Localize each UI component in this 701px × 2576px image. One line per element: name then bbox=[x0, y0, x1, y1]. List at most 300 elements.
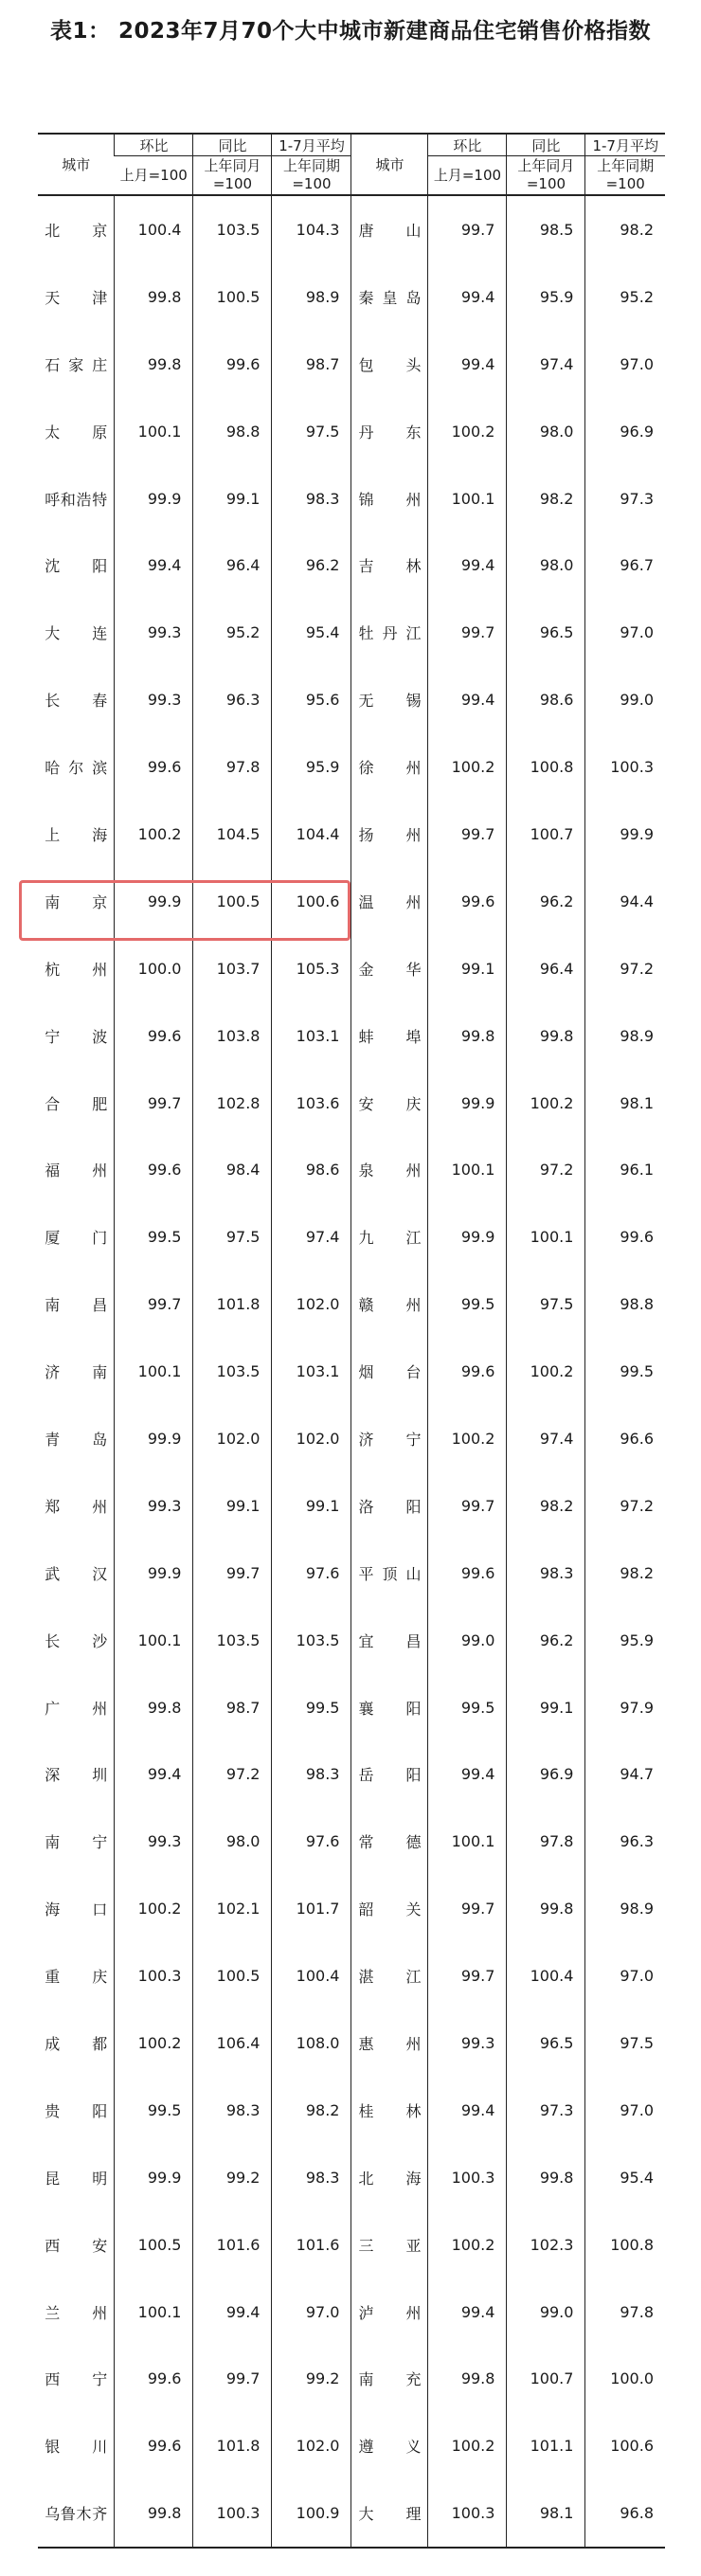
avg-value-left: 108.0 bbox=[272, 2009, 351, 2077]
city-cell-left bbox=[38, 2077, 115, 2144]
mom-value-right: 99.7 bbox=[428, 801, 507, 868]
city-cell-left bbox=[38, 1070, 115, 1137]
avg-value-right: 97.5 bbox=[585, 2009, 665, 2077]
city-cell-left bbox=[38, 331, 115, 398]
city-name: 合肥 bbox=[45, 1094, 108, 1113]
mom-value-left: 99.9 bbox=[115, 868, 193, 935]
mom-value-right: 100.2 bbox=[428, 398, 507, 465]
mom-value-right: 99.4 bbox=[428, 263, 507, 331]
avg-value-right: 98.9 bbox=[585, 1875, 665, 1942]
city-name: 常德 bbox=[358, 1833, 422, 1852]
city-cell-left bbox=[38, 195, 115, 263]
city-name: 厦门 bbox=[45, 1229, 108, 1248]
avg-value-right: 100.3 bbox=[585, 733, 665, 801]
header-yoy-base-right: 上年同月=100 bbox=[507, 156, 585, 196]
city-name: 湛江 bbox=[358, 1968, 422, 1987]
avg-value-left: 103.6 bbox=[272, 1070, 351, 1137]
city-name: 哈尔滨 bbox=[45, 759, 108, 778]
mom-value-right: 99.7 bbox=[428, 1942, 507, 2009]
city-name: 唐山 bbox=[358, 221, 422, 240]
city-name: 长沙 bbox=[45, 1631, 108, 1650]
city-name: 襄阳 bbox=[358, 1699, 422, 1718]
yoy-value-right: 97.3 bbox=[507, 2077, 585, 2144]
yoy-value-left: 101.6 bbox=[193, 2211, 272, 2279]
avg-value-left: 101.6 bbox=[272, 2211, 351, 2279]
city-name: 南宁 bbox=[45, 1833, 108, 1852]
city-name: 北海 bbox=[358, 2169, 422, 2188]
avg-value-left: 97.0 bbox=[272, 2279, 351, 2346]
city-name: 温州 bbox=[358, 892, 422, 911]
yoy-value-right: 96.2 bbox=[507, 1607, 585, 1674]
yoy-value-left: 97.8 bbox=[193, 733, 272, 801]
mom-value-right: 99.4 bbox=[428, 2279, 507, 2346]
city-name: 太原 bbox=[45, 423, 108, 441]
table-row bbox=[38, 1136, 665, 1203]
yoy-value-left: 95.2 bbox=[193, 599, 272, 666]
avg-value-right: 95.2 bbox=[585, 263, 665, 331]
yoy-value-right: 102.3 bbox=[507, 2211, 585, 2279]
mom-value-left: 99.9 bbox=[115, 1540, 193, 1607]
table-body bbox=[38, 195, 665, 2548]
avg-value-right: 97.0 bbox=[585, 2077, 665, 2144]
avg-value-right: 99.9 bbox=[585, 801, 665, 868]
yoy-value-left: 99.1 bbox=[193, 1472, 272, 1540]
mom-value-left: 99.3 bbox=[115, 666, 193, 733]
header-mom-right: 环比 bbox=[428, 134, 507, 156]
yoy-value-left: 98.3 bbox=[193, 2077, 272, 2144]
city-cell-right bbox=[351, 2346, 428, 2413]
city-cell-right bbox=[351, 1338, 428, 1405]
avg-value-left: 98.3 bbox=[272, 1740, 351, 1808]
avg-value-right: 97.0 bbox=[585, 1942, 665, 2009]
mom-value-left: 99.5 bbox=[115, 1203, 193, 1270]
city-name: 牡丹江 bbox=[358, 624, 422, 643]
city-name: 平顶山 bbox=[358, 1564, 422, 1583]
avg-value-right: 97.2 bbox=[585, 935, 665, 1002]
city-name: 无锡 bbox=[358, 692, 422, 711]
yoy-value-left: 103.5 bbox=[193, 195, 272, 263]
yoy-value-right: 99.0 bbox=[507, 2279, 585, 2346]
header-yoy-base-left: 上年同月=100 bbox=[193, 156, 272, 196]
mom-value-left: 100.5 bbox=[115, 2211, 193, 2279]
city-name: 济宁 bbox=[358, 1430, 422, 1449]
city-name: 南充 bbox=[358, 2370, 422, 2389]
table-row bbox=[38, 2077, 665, 2144]
yoy-value-left: 99.7 bbox=[193, 1540, 272, 1607]
city-cell-right bbox=[351, 1540, 428, 1607]
mom-value-right: 99.5 bbox=[428, 1674, 507, 1741]
city-cell-right bbox=[351, 2211, 428, 2279]
avg-value-left: 105.3 bbox=[272, 935, 351, 1002]
yoy-value-right: 98.2 bbox=[507, 1472, 585, 1540]
city-cell-right bbox=[351, 1674, 428, 1741]
highlight-box-nanjing bbox=[19, 880, 350, 941]
city-name: 吉林 bbox=[358, 557, 422, 576]
city-name: 兰州 bbox=[45, 2303, 108, 2322]
page-title: 表1： 2023年7月70个大中城市新建商品住宅销售价格指数 bbox=[49, 19, 652, 44]
city-cell-right bbox=[351, 599, 428, 666]
city-name: 烟台 bbox=[358, 1363, 422, 1382]
city-cell-right bbox=[351, 263, 428, 331]
yoy-value-right: 96.5 bbox=[507, 2009, 585, 2077]
price-index-table bbox=[38, 133, 665, 2549]
mom-value-right: 99.9 bbox=[428, 1203, 507, 1270]
mom-value-left: 100.0 bbox=[115, 935, 193, 1002]
mom-value-right: 99.6 bbox=[428, 1540, 507, 1607]
city-name: 大理 bbox=[358, 2505, 422, 2524]
mom-value-left: 99.8 bbox=[115, 2479, 193, 2548]
yoy-value-left: 96.4 bbox=[193, 531, 272, 599]
yoy-value-left: 98.7 bbox=[193, 1674, 272, 1741]
table-row bbox=[38, 1607, 665, 1674]
yoy-value-left: 100.5 bbox=[193, 868, 272, 935]
mom-value-right: 100.1 bbox=[428, 465, 507, 532]
mom-value-left: 99.6 bbox=[115, 1136, 193, 1203]
city-cell-left bbox=[38, 1136, 115, 1203]
city-name: 西宁 bbox=[45, 2370, 108, 2389]
mom-value-right: 99.0 bbox=[428, 1607, 507, 1674]
yoy-value-right: 101.1 bbox=[507, 2412, 585, 2479]
header-yoy-left: 同比 bbox=[193, 134, 272, 156]
mom-value-left: 100.1 bbox=[115, 398, 193, 465]
yoy-value-left: 98.8 bbox=[193, 398, 272, 465]
mom-value-right: 100.2 bbox=[428, 1405, 507, 1472]
city-cell-right bbox=[351, 531, 428, 599]
mom-value-left: 99.7 bbox=[115, 1070, 193, 1137]
table-row bbox=[38, 195, 665, 263]
avg-value-left: 99.5 bbox=[272, 1674, 351, 1741]
yoy-value-left: 102.1 bbox=[193, 1875, 272, 1942]
avg-value-right: 94.4 bbox=[585, 868, 665, 935]
city-name: 大连 bbox=[45, 624, 108, 643]
yoy-value-left: 106.4 bbox=[193, 2009, 272, 2077]
city-name: 昆明 bbox=[45, 2169, 108, 2188]
city-cell-right bbox=[351, 331, 428, 398]
yoy-value-right: 99.1 bbox=[507, 1674, 585, 1741]
yoy-value-right: 98.1 bbox=[507, 2479, 585, 2548]
city-name: 宜昌 bbox=[358, 1631, 422, 1650]
yoy-value-left: 98.0 bbox=[193, 1808, 272, 1875]
city-cell-left bbox=[38, 531, 115, 599]
mom-value-left: 100.1 bbox=[115, 1607, 193, 1674]
avg-value-left: 104.4 bbox=[272, 801, 351, 868]
avg-value-right: 96.1 bbox=[585, 1136, 665, 1203]
city-name: 锦州 bbox=[358, 490, 422, 509]
mom-value-left: 99.9 bbox=[115, 2144, 193, 2211]
city-cell-right bbox=[351, 1607, 428, 1674]
header-row-1 bbox=[38, 134, 665, 156]
table-row bbox=[38, 1002, 665, 1070]
city-cell-right bbox=[351, 1070, 428, 1137]
city-cell-left bbox=[38, 2479, 115, 2548]
avg-value-right: 97.3 bbox=[585, 465, 665, 532]
avg-value-left: 98.9 bbox=[272, 263, 351, 331]
avg-value-left: 97.6 bbox=[272, 1540, 351, 1607]
avg-value-right: 98.9 bbox=[585, 1002, 665, 1070]
table-row bbox=[38, 263, 665, 331]
city-cell-right bbox=[351, 666, 428, 733]
city-name: 海口 bbox=[45, 1900, 108, 1919]
yoy-value-right: 97.5 bbox=[507, 1270, 585, 1338]
yoy-value-left: 99.6 bbox=[193, 331, 272, 398]
city-name: 乌鲁木齐 bbox=[45, 2505, 108, 2524]
city-name: 洛阳 bbox=[358, 1497, 422, 1516]
city-name: 杭州 bbox=[45, 960, 108, 979]
avg-value-right: 99.6 bbox=[585, 1203, 665, 1270]
city-cell-left bbox=[38, 2412, 115, 2479]
mom-value-left: 99.8 bbox=[115, 263, 193, 331]
header-mom-base-right: 上月=100 bbox=[428, 156, 507, 196]
yoy-value-left: 99.4 bbox=[193, 2279, 272, 2346]
city-cell-right bbox=[351, 1136, 428, 1203]
city-name: 丹东 bbox=[358, 423, 422, 441]
table-row bbox=[38, 2279, 665, 2346]
avg-value-left: 99.1 bbox=[272, 1472, 351, 1540]
avg-value-left: 102.0 bbox=[272, 1270, 351, 1338]
city-name: 遵义 bbox=[358, 2438, 422, 2457]
mom-value-right: 99.8 bbox=[428, 2346, 507, 2413]
city-cell-right bbox=[351, 2077, 428, 2144]
avg-value-left: 95.6 bbox=[272, 666, 351, 733]
city-cell-right bbox=[351, 2009, 428, 2077]
yoy-value-left: 101.8 bbox=[193, 1270, 272, 1338]
table-row bbox=[38, 1405, 665, 1472]
mom-value-left: 99.5 bbox=[115, 2077, 193, 2144]
city-name: 韶关 bbox=[358, 1900, 422, 1919]
yoy-value-left: 98.4 bbox=[193, 1136, 272, 1203]
header-avg-base-left: 上年同期=100 bbox=[272, 156, 351, 196]
city-cell-right bbox=[351, 733, 428, 801]
city-cell-left bbox=[38, 1270, 115, 1338]
yoy-value-left: 97.5 bbox=[193, 1203, 272, 1270]
yoy-value-left: 102.8 bbox=[193, 1070, 272, 1137]
yoy-value-right: 100.1 bbox=[507, 1203, 585, 1270]
city-name: 扬州 bbox=[358, 825, 422, 844]
city-cell-left bbox=[38, 733, 115, 801]
city-name: 贵阳 bbox=[45, 2101, 108, 2120]
city-cell-right bbox=[351, 2479, 428, 2548]
city-name: 济南 bbox=[45, 1363, 108, 1382]
yoy-value-right: 96.5 bbox=[507, 599, 585, 666]
table-row bbox=[38, 2144, 665, 2211]
table-row bbox=[38, 935, 665, 1002]
city-cell-left bbox=[38, 2279, 115, 2346]
yoy-value-right: 95.9 bbox=[507, 263, 585, 331]
mom-value-left: 100.2 bbox=[115, 1875, 193, 1942]
avg-value-right: 98.1 bbox=[585, 1070, 665, 1137]
mom-value-left: 99.9 bbox=[115, 465, 193, 532]
yoy-value-right: 98.2 bbox=[507, 465, 585, 532]
city-name: 天津 bbox=[45, 288, 108, 307]
city-cell-left bbox=[38, 1674, 115, 1741]
city-cell-left bbox=[38, 1002, 115, 1070]
mom-value-right: 99.4 bbox=[428, 1740, 507, 1808]
yoy-value-right: 97.4 bbox=[507, 331, 585, 398]
yoy-value-left: 97.2 bbox=[193, 1740, 272, 1808]
city-cell-right bbox=[351, 801, 428, 868]
city-cell-right bbox=[351, 868, 428, 935]
mom-value-right: 99.9 bbox=[428, 1070, 507, 1137]
city-name: 徐州 bbox=[358, 759, 422, 778]
avg-value-right: 100.6 bbox=[585, 2412, 665, 2479]
yoy-value-right: 96.9 bbox=[507, 1740, 585, 1808]
yoy-value-left: 103.5 bbox=[193, 1338, 272, 1405]
mom-value-right: 99.3 bbox=[428, 2009, 507, 2077]
avg-value-left: 102.0 bbox=[272, 1405, 351, 1472]
table-row bbox=[38, 2412, 665, 2479]
city-cell-left bbox=[38, 1808, 115, 1875]
avg-value-right: 96.7 bbox=[585, 531, 665, 599]
yoy-value-right: 98.6 bbox=[507, 666, 585, 733]
yoy-value-left: 103.7 bbox=[193, 935, 272, 1002]
city-cell-left bbox=[38, 1875, 115, 1942]
yoy-value-left: 102.0 bbox=[193, 1405, 272, 1472]
mom-value-left: 100.2 bbox=[115, 2009, 193, 2077]
avg-value-right: 100.0 bbox=[585, 2346, 665, 2413]
header-mom-left: 环比 bbox=[115, 134, 193, 156]
yoy-value-right: 100.8 bbox=[507, 733, 585, 801]
mom-value-left: 99.3 bbox=[115, 1472, 193, 1540]
mom-value-left: 100.3 bbox=[115, 1942, 193, 2009]
avg-value-left: 95.9 bbox=[272, 733, 351, 801]
avg-value-right: 96.6 bbox=[585, 1405, 665, 1472]
city-cell-right bbox=[351, 1808, 428, 1875]
city-cell-right bbox=[351, 1203, 428, 1270]
yoy-value-right: 96.4 bbox=[507, 935, 585, 1002]
mom-value-left: 99.3 bbox=[115, 599, 193, 666]
header-yoy-right: 同比 bbox=[507, 134, 585, 156]
avg-value-right: 96.3 bbox=[585, 1808, 665, 1875]
mom-value-left: 99.8 bbox=[115, 331, 193, 398]
avg-value-right: 98.2 bbox=[585, 1540, 665, 1607]
mom-value-right: 100.1 bbox=[428, 1136, 507, 1203]
mom-value-left: 99.7 bbox=[115, 1270, 193, 1338]
avg-value-left: 98.2 bbox=[272, 2077, 351, 2144]
city-name: 郑州 bbox=[45, 1497, 108, 1516]
yoy-value-right: 100.7 bbox=[507, 801, 585, 868]
city-cell-left bbox=[38, 2144, 115, 2211]
avg-value-right: 96.9 bbox=[585, 398, 665, 465]
mom-value-right: 99.7 bbox=[428, 1472, 507, 1540]
mom-value-right: 100.2 bbox=[428, 2211, 507, 2279]
yoy-value-left: 103.5 bbox=[193, 1607, 272, 1674]
table-row bbox=[38, 2211, 665, 2279]
header-avg-right: 1-7月平均 bbox=[585, 134, 665, 156]
mom-value-right: 99.4 bbox=[428, 331, 507, 398]
city-name: 桂林 bbox=[358, 2101, 422, 2120]
mom-value-right: 99.5 bbox=[428, 1270, 507, 1338]
mom-value-right: 100.2 bbox=[428, 2412, 507, 2479]
mom-value-right: 99.4 bbox=[428, 666, 507, 733]
table-row bbox=[38, 331, 665, 398]
mom-value-left: 99.6 bbox=[115, 2412, 193, 2479]
city-cell-right bbox=[351, 1405, 428, 1472]
city-name: 泉州 bbox=[358, 1162, 422, 1180]
city-cell-right bbox=[351, 1002, 428, 1070]
avg-value-left: 95.4 bbox=[272, 599, 351, 666]
header-mom-base-left: 上月=100 bbox=[115, 156, 193, 196]
city-name: 石家庄 bbox=[45, 355, 108, 374]
city-cell-right bbox=[351, 1942, 428, 2009]
mom-value-left: 100.4 bbox=[115, 195, 193, 263]
mom-value-left: 99.6 bbox=[115, 1002, 193, 1070]
avg-value-right: 97.0 bbox=[585, 331, 665, 398]
city-cell-left bbox=[38, 1472, 115, 1540]
avg-value-right: 100.8 bbox=[585, 2211, 665, 2279]
avg-value-left: 98.7 bbox=[272, 331, 351, 398]
yoy-value-right: 98.0 bbox=[507, 398, 585, 465]
city-cell-left bbox=[38, 935, 115, 1002]
mom-value-right: 99.6 bbox=[428, 1338, 507, 1405]
avg-value-left: 102.0 bbox=[272, 2412, 351, 2479]
yoy-value-left: 99.7 bbox=[193, 2346, 272, 2413]
avg-value-left: 97.4 bbox=[272, 1203, 351, 1270]
table-row bbox=[38, 1674, 665, 1741]
table-row bbox=[38, 1070, 665, 1137]
city-name: 广州 bbox=[45, 1699, 108, 1718]
city-cell-right bbox=[351, 398, 428, 465]
mom-value-right: 99.8 bbox=[428, 1002, 507, 1070]
city-name: 上海 bbox=[45, 825, 108, 844]
yoy-value-right: 98.0 bbox=[507, 531, 585, 599]
avg-value-left: 97.5 bbox=[272, 398, 351, 465]
mom-value-right: 99.7 bbox=[428, 599, 507, 666]
city-name: 安庆 bbox=[358, 1094, 422, 1113]
city-name: 秦皇岛 bbox=[358, 288, 422, 307]
avg-value-left: 104.3 bbox=[272, 195, 351, 263]
avg-value-right: 99.0 bbox=[585, 666, 665, 733]
city-cell-right bbox=[351, 1740, 428, 1808]
avg-value-right: 98.2 bbox=[585, 195, 665, 263]
city-cell-left bbox=[38, 2346, 115, 2413]
yoy-value-left: 100.3 bbox=[193, 2479, 272, 2548]
yoy-value-left: 101.8 bbox=[193, 2412, 272, 2479]
city-name: 福州 bbox=[45, 1162, 108, 1180]
city-cell-left bbox=[38, 599, 115, 666]
header-city-right: 城市 bbox=[351, 134, 428, 195]
city-cell-right bbox=[351, 2279, 428, 2346]
city-cell-left bbox=[38, 2211, 115, 2279]
header-avg-left: 1-7月平均 bbox=[272, 134, 351, 156]
city-name: 青岛 bbox=[45, 1430, 108, 1449]
yoy-value-right: 100.4 bbox=[507, 1942, 585, 2009]
mom-value-right: 99.4 bbox=[428, 2077, 507, 2144]
city-name: 岳阳 bbox=[358, 1766, 422, 1785]
city-name: 包头 bbox=[358, 355, 422, 374]
city-name: 赣州 bbox=[358, 1296, 422, 1315]
avg-value-right: 95.4 bbox=[585, 2144, 665, 2211]
city-cell-left bbox=[38, 1203, 115, 1270]
city-cell-left bbox=[38, 801, 115, 868]
table-row bbox=[38, 1338, 665, 1405]
avg-value-right: 97.0 bbox=[585, 599, 665, 666]
city-cell-left bbox=[38, 2009, 115, 2077]
city-cell-left bbox=[38, 1540, 115, 1607]
city-name: 重庆 bbox=[45, 1968, 108, 1987]
yoy-value-right: 98.5 bbox=[507, 195, 585, 263]
city-cell-left bbox=[38, 1405, 115, 1472]
city-cell-right bbox=[351, 1270, 428, 1338]
table-row bbox=[38, 465, 665, 532]
yoy-value-left: 100.5 bbox=[193, 1942, 272, 2009]
mom-value-left: 100.1 bbox=[115, 2279, 193, 2346]
city-name: 武汉 bbox=[45, 1564, 108, 1583]
avg-value-left: 100.6 bbox=[272, 868, 351, 935]
avg-value-left: 101.7 bbox=[272, 1875, 351, 1942]
yoy-value-right: 97.8 bbox=[507, 1808, 585, 1875]
avg-value-left: 103.5 bbox=[272, 1607, 351, 1674]
yoy-value-right: 100.2 bbox=[507, 1070, 585, 1137]
